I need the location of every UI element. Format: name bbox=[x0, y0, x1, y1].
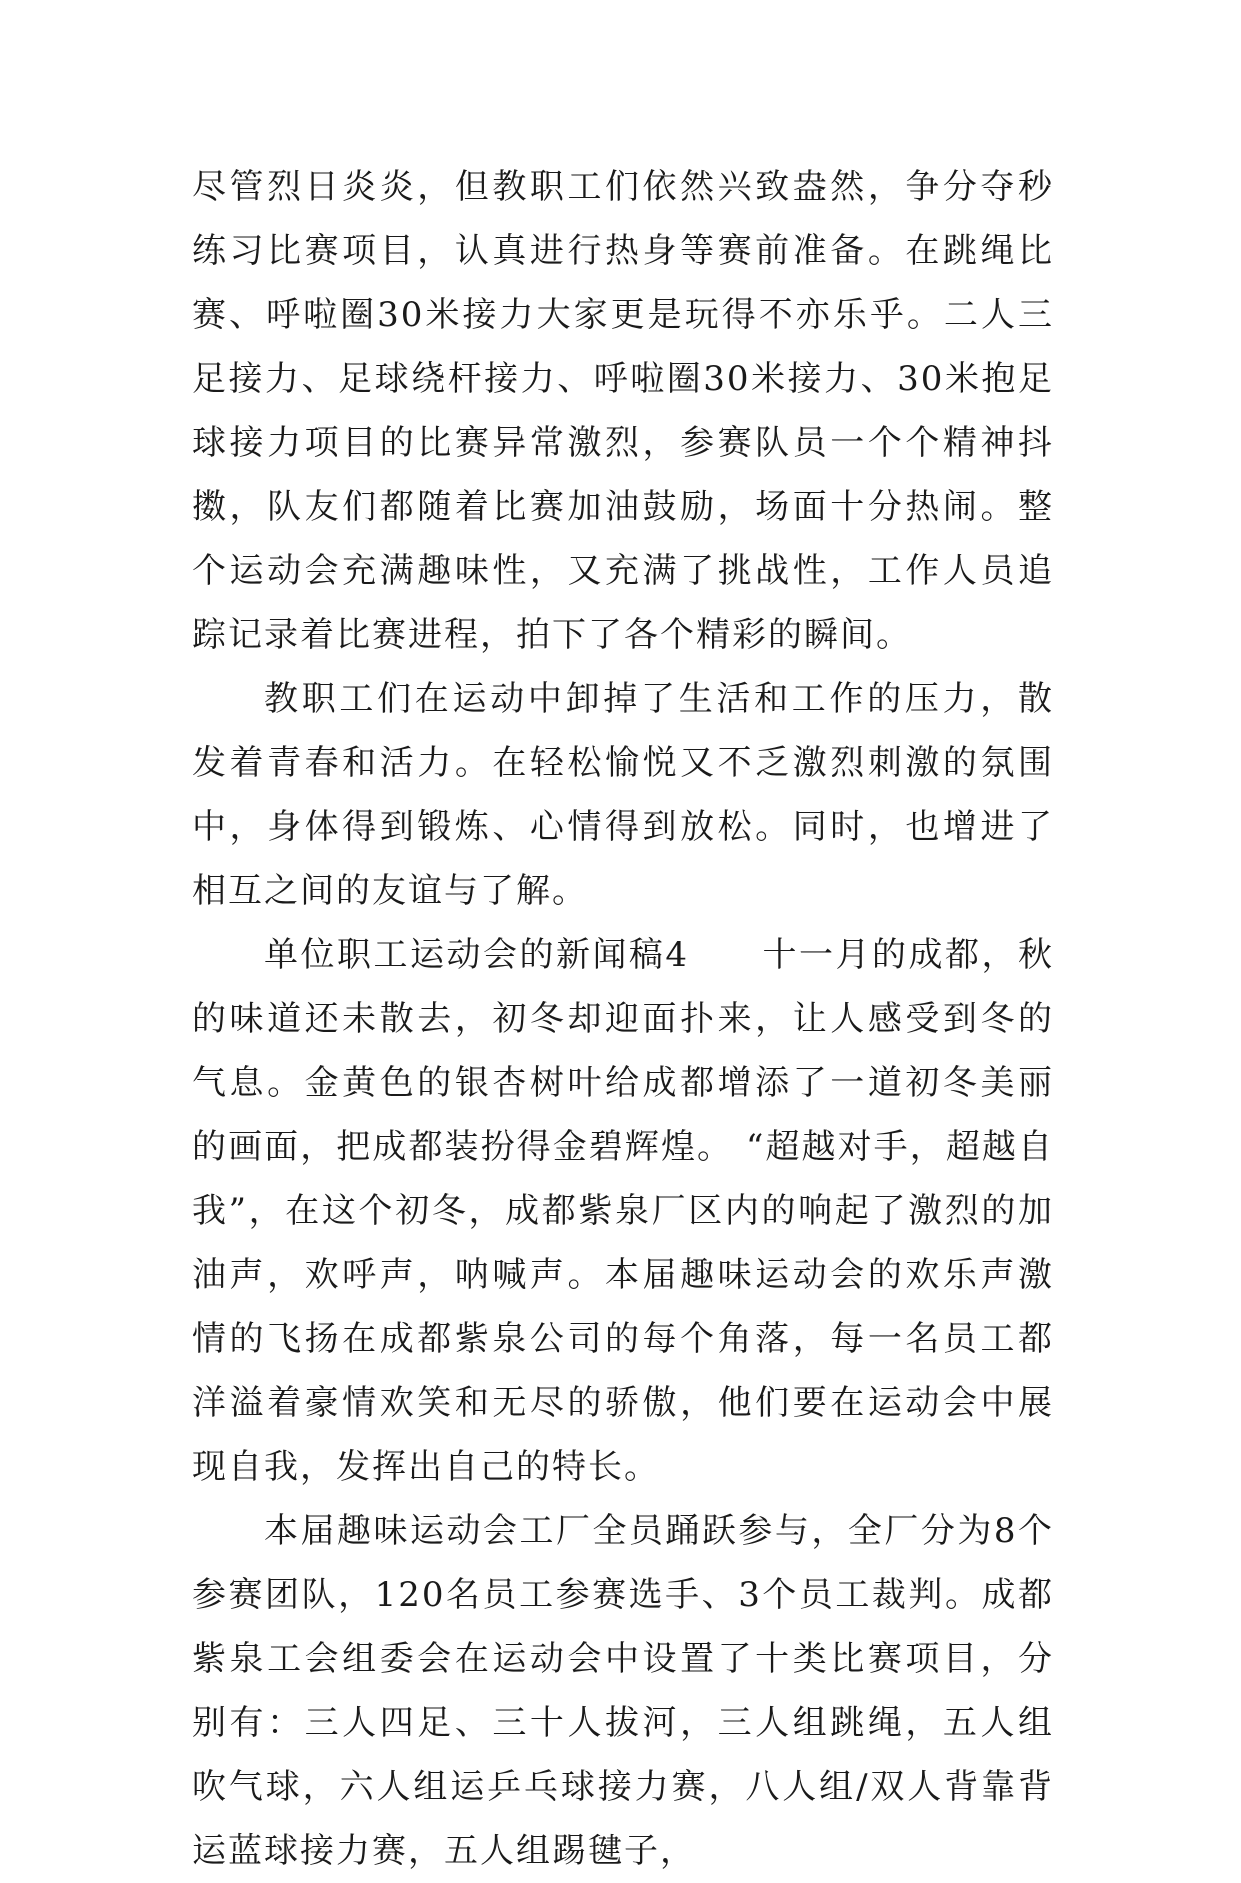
paragraph-sports-meet-scene: 尽管烈日炎炎，但教职工们依然兴致盎然，争分夺秒练习比赛项目，认真进行热身等赛前准备。在跳绳比赛、呼啦圈30米接力大家更是玩得不亦乐乎。二人三足接力、足球绕杆接力、呼啦圈30米接力、30米抱足球接力项目的比赛异常激烈，参赛队员一个个精神抖擞，队友们都随着比赛加油鼓励，场面十分热闹。整个运动会充满趣味性，又充满了挑战性，工作人员追踪记录着比赛进程，拍下了各个精彩的瞬间。 bbox=[192, 167, 1054, 655]
document-body bbox=[192, 155, 1054, 1883]
paragraph-staff-relaxation: 教职工们在运动中卸掉了生活和工作的压力，散发着青春和活力。在轻松愉悦又不乏激烈刺激的氛围中，身体得到锻炼、心情得到放松。同时，也增进了相互之间的友谊与了解。 bbox=[192, 679, 1054, 911]
paragraph-event-list: 本届趣味运动会工厂全员踊跃参与，全厂分为8个参赛团队，120名员工参赛选手、3个员工裁判。成都紫泉工会组委会在运动会中设置了十类比赛项目，分别有：三人四足、三十人拔河，三人组跳绳，五人组吹气球，六人组运乒乓球接力赛，八人组/双人背靠背运蓝球接力赛，五人组踢毽子， bbox=[192, 1511, 1054, 1871]
paragraph-news-release-4: 单位职工运动会的新闻稿4 十一月的成都，秋的味道还未散去，初冬却迎面扑来，让人感受到冬的气息。金黄色的银杏树叶给成都增添了一道初冬美丽的画面，把成都装扮得金碧辉煌。 “超越对手，超越自我”，在这个初冬，成都紫泉厂区内的响起了激烈的加油声，欢呼声，呐喊声。本届趣味运动会的欢乐声激情的飞扬在成都紫泉公司的每个角落，每一名员工都洋溢着豪情欢笑和无尽的骄傲，他们要在运动会中展现自我，发挥出自己的特长。 bbox=[192, 935, 1054, 1487]
